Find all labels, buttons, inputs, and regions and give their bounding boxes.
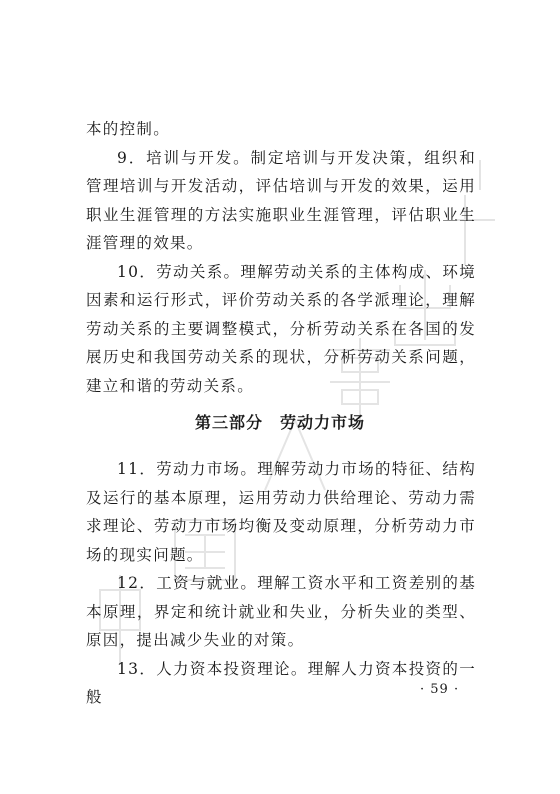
- item-text: 劳动力市场。理解劳动力市场的特征、结构及运行的基本原理，运用劳动力供给理论、劳动力需求理论、劳动力市场均衡及变动原理，分析劳动力市场的现实问题。: [86, 460, 477, 564]
- item-number: 9．: [117, 148, 147, 167]
- page-number: · 59 ·: [420, 682, 460, 697]
- item-number: 12．: [117, 574, 157, 592]
- item-number: 10．: [117, 262, 157, 281]
- item-number: 11．: [117, 460, 157, 478]
- list-item-11: [86, 455, 476, 569]
- list-item-12: [86, 569, 476, 655]
- section-2-body: [86, 115, 476, 400]
- item-text: 劳动关系。理解劳动关系的主体构成、环境因素和运行形式，评价劳动关系的各学派理论，理解劳动关系的主要调整模式，分析劳动关系在各国的发展历史和我国劳动关系的现状，分析劳动关系问题，建立和谐的劳动关系。: [86, 262, 477, 395]
- item-text: 工资与就业。理解工资水平和工资差别的基本原理，界定和统计就业和失业，分析失业的类型、原因，提出减少失业的对策。: [86, 574, 477, 649]
- list-item-10: [86, 258, 476, 401]
- section-3-body: [86, 455, 476, 712]
- section-3-heading: 第三部分 劳动力市场: [194, 413, 365, 432]
- item-text: 培训与开发。制定培训与开发决策，组织和管理培训与开发活动，评估培训与开发的效果，运用职业生涯管理的方法实施职业生涯管理，评估职业生涯管理的效果。: [86, 148, 477, 252]
- list-item-9: [86, 144, 476, 258]
- item-text: 人力资本投资理论。理解人力资本投资的一般: [86, 659, 477, 706]
- list-item-13: [86, 655, 476, 712]
- continuation-text: 本的控制。: [86, 120, 171, 138]
- item-number: 13．: [117, 659, 157, 678]
